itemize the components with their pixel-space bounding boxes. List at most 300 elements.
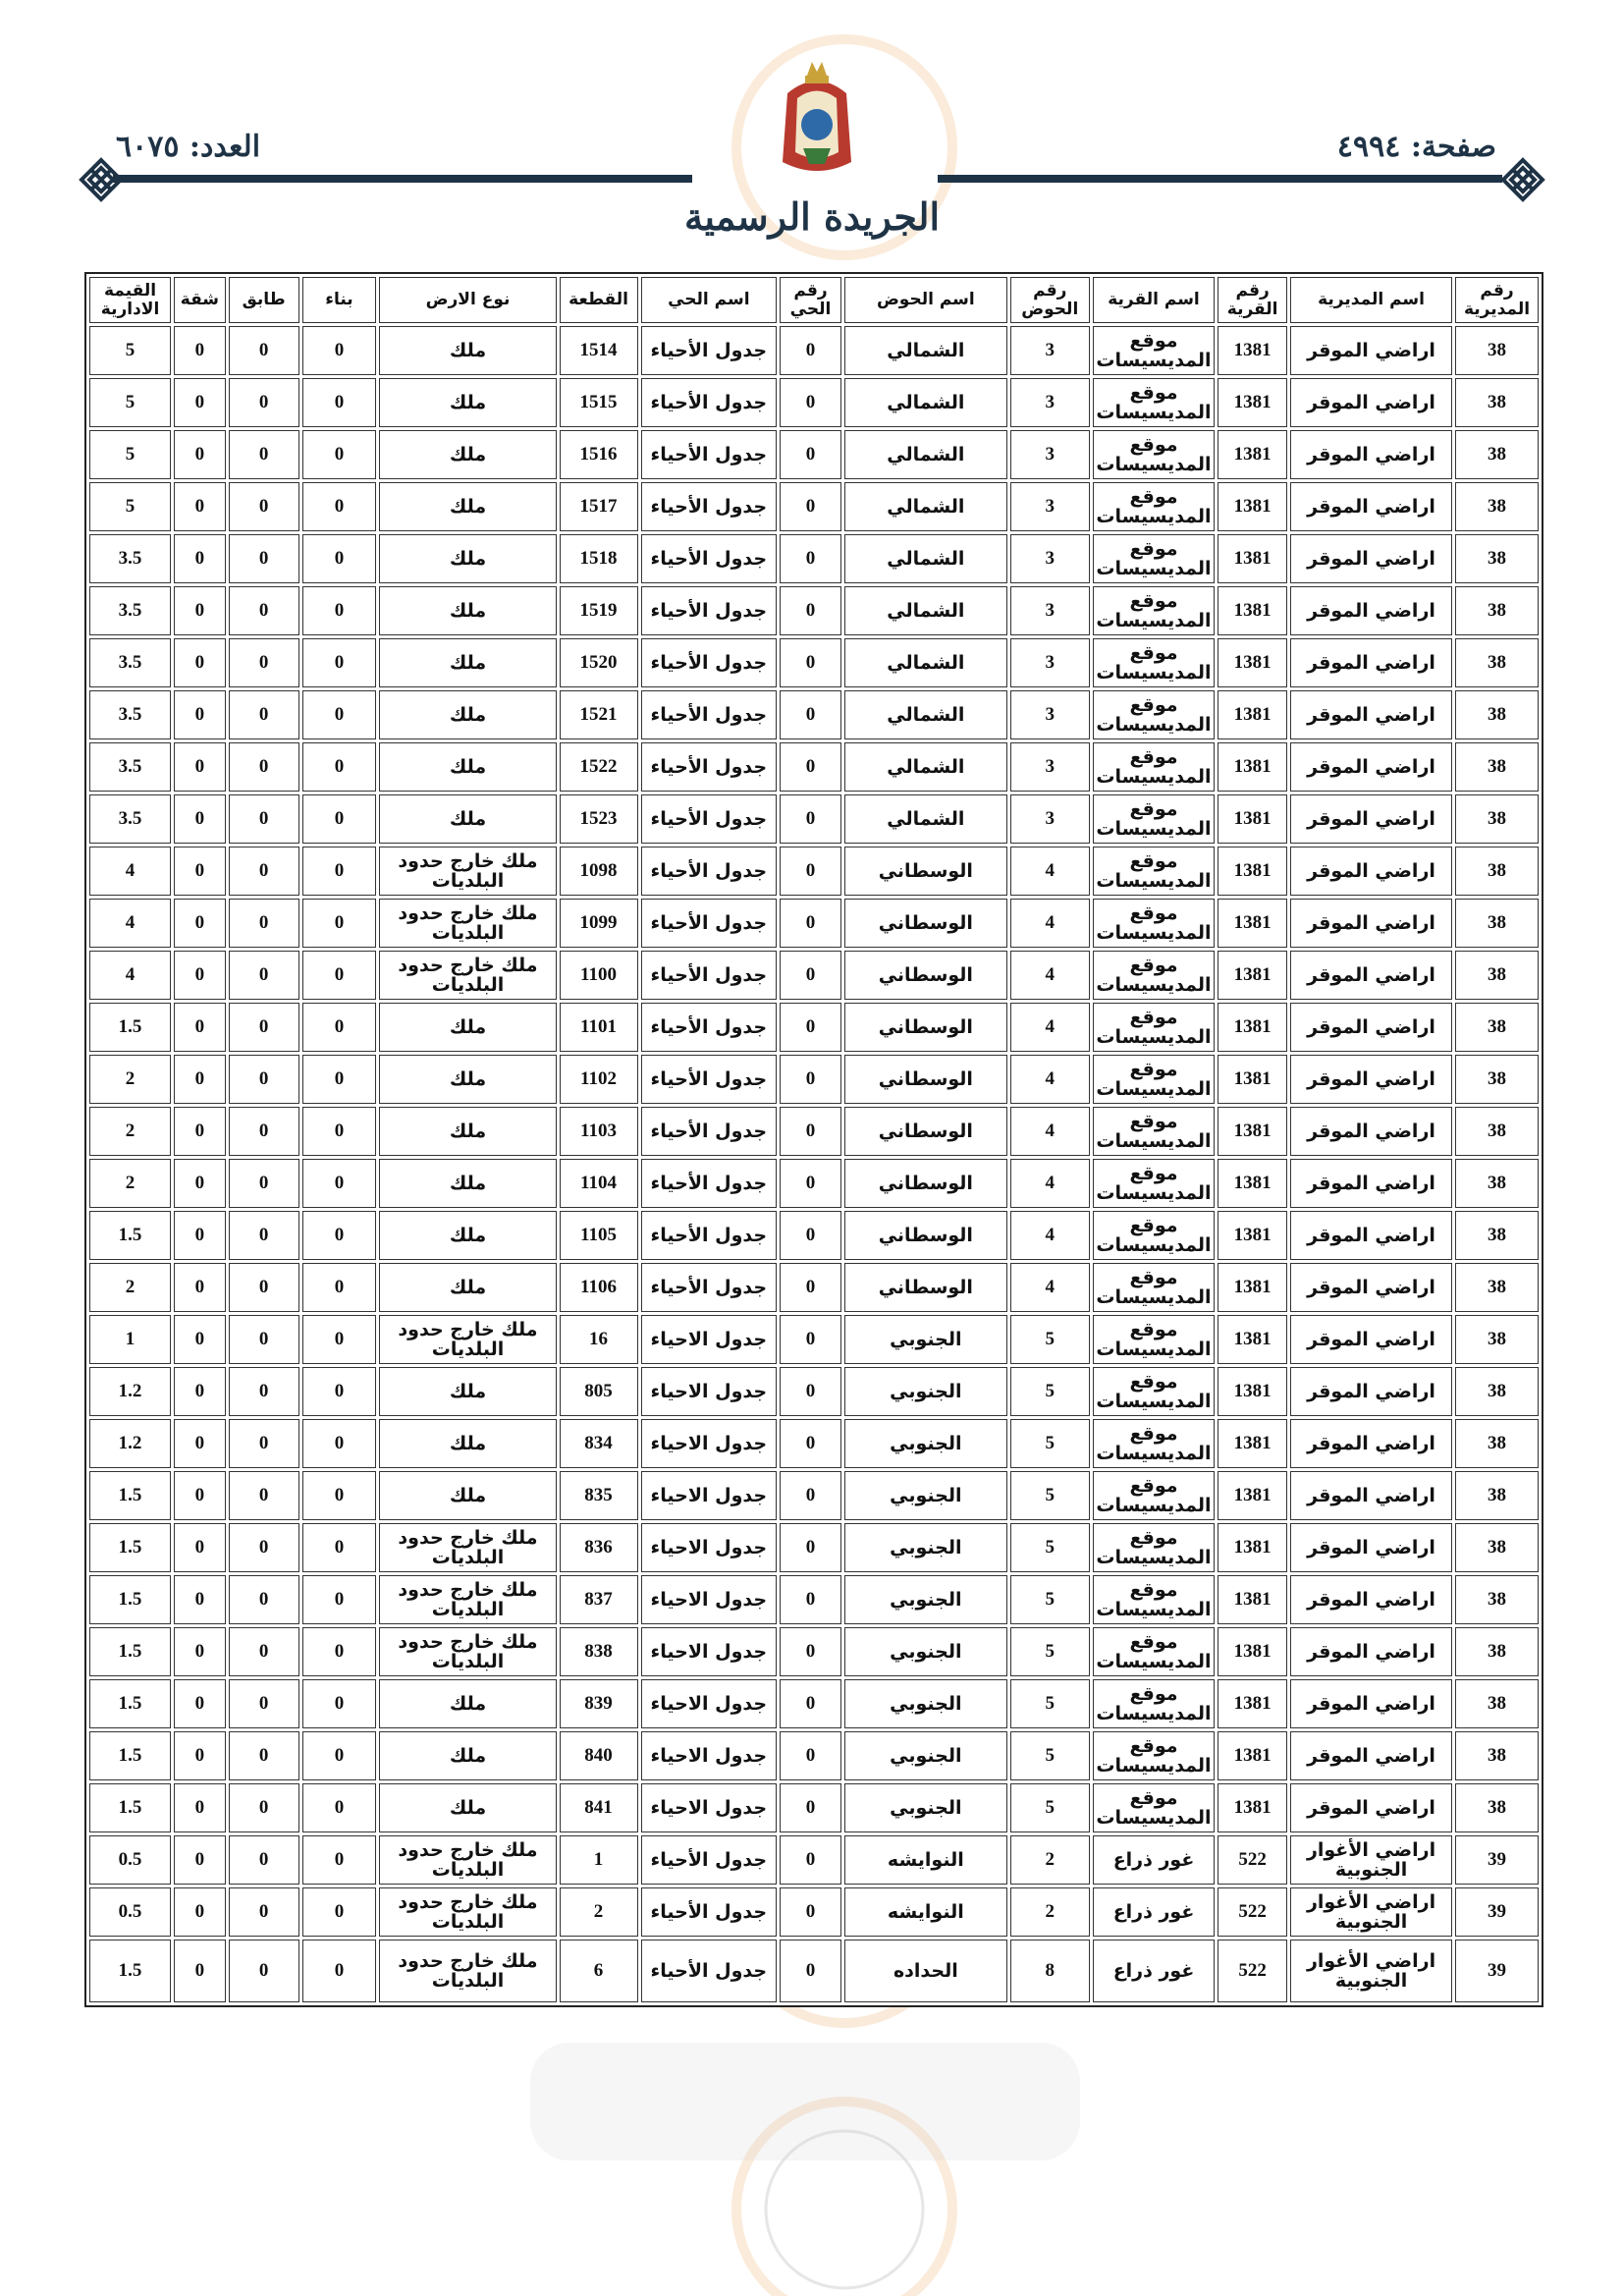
district-number-cell: 38 (1455, 586, 1539, 635)
neighborhood-number-cell: 0 (780, 534, 841, 583)
basin-name-cell: الوسطاني (844, 951, 1007, 1000)
neighborhood-name-cell: جدول الأحياء (641, 1940, 778, 2002)
administrative-value-cell: 1.2 (89, 1419, 171, 1468)
land-type-cell: ملك (379, 1783, 556, 1832)
basin-name-cell: الشمالي (844, 690, 1007, 739)
basin-name-cell: الشمالي (844, 794, 1007, 844)
floor-cell: 0 (229, 378, 299, 427)
district-name-cell: اراضي الموقر (1290, 1211, 1452, 1260)
neighborhood-number-cell: 0 (780, 1679, 841, 1728)
building-cell: 0 (302, 534, 377, 583)
neighborhood-name-cell: جدول الأحياء (641, 1159, 778, 1208)
administrative-value-cell: 1.5 (89, 1731, 171, 1780)
parcel-number-cell: 836 (560, 1523, 638, 1572)
parcel-number-cell: 1518 (560, 534, 638, 583)
neighborhood-name-cell: جدول الاحياء (641, 1627, 778, 1676)
table-row (89, 951, 1539, 1000)
building-cell: 0 (302, 638, 377, 687)
village-number-cell: 1381 (1218, 326, 1287, 375)
parcel-number-cell: 1517 (560, 482, 638, 531)
table-row (89, 1367, 1539, 1416)
land-type-cell: ملك (379, 1055, 556, 1104)
building-cell: 0 (302, 482, 377, 531)
building-cell: 0 (302, 794, 377, 844)
neighborhood-name-cell: جدول الأحياء (641, 326, 778, 375)
building-cell: 0 (302, 1367, 377, 1416)
land-valuation-table (84, 272, 1543, 2007)
building-cell: 0 (302, 1055, 377, 1104)
basin-number-cell: 4 (1010, 1055, 1090, 1104)
floor-cell: 0 (229, 638, 299, 687)
floor-cell: 0 (229, 1627, 299, 1676)
district-number-cell: 38 (1455, 326, 1539, 375)
land-type-cell: ملك (379, 638, 556, 687)
administrative-value-cell: 4 (89, 847, 171, 896)
parcel-number-cell: 805 (560, 1367, 638, 1416)
district-number-cell: 38 (1455, 951, 1539, 1000)
table-row (89, 1575, 1539, 1624)
header-rule-left (113, 175, 692, 183)
village-name-cell: موقع المديسيسات (1093, 742, 1215, 792)
building-cell: 0 (302, 1211, 377, 1260)
village-name-cell: موقع المديسيسات (1093, 1419, 1215, 1468)
parcel-number-cell: 1104 (560, 1159, 638, 1208)
apartment-cell: 0 (174, 482, 226, 531)
basin-number-cell: 5 (1010, 1627, 1090, 1676)
neighborhood-name-cell: جدول الأحياء (641, 1055, 778, 1104)
apartment-cell: 0 (174, 899, 226, 948)
table-row (89, 1055, 1539, 1104)
district-number-cell: 38 (1455, 638, 1539, 687)
administrative-value-cell: 1.5 (89, 1940, 171, 2002)
building-cell: 0 (302, 1419, 377, 1468)
apartment-cell: 0 (174, 1055, 226, 1104)
neighborhood-number-cell: 0 (780, 1211, 841, 1260)
district-number-cell: 38 (1455, 1107, 1539, 1156)
administrative-value-cell: 1.5 (89, 1471, 171, 1520)
land-type-cell: ملك (379, 1367, 556, 1416)
basin-name-cell: الجنوبي (844, 1523, 1007, 1572)
neighborhood-name-cell: جدول الأحياء (641, 482, 778, 531)
neighborhood-name-cell: جدول الاحياء (641, 1575, 778, 1624)
district-name-cell: اراضي الموقر (1290, 378, 1452, 427)
table-row (89, 326, 1539, 375)
district-name-cell: اراضي الموقر (1290, 1523, 1452, 1572)
apartment-cell: 0 (174, 1731, 226, 1780)
building-cell: 0 (302, 326, 377, 375)
apartment-cell: 0 (174, 1627, 226, 1676)
floor-cell: 0 (229, 1419, 299, 1468)
district-name-cell: اراضي الموقر (1290, 690, 1452, 739)
village-number-cell: 1381 (1218, 794, 1287, 844)
neighborhood-name-cell: جدول الأحياء (641, 1263, 778, 1312)
basin-name-cell: الشمالي (844, 638, 1007, 687)
district-number-cell: 38 (1455, 1575, 1539, 1624)
neighborhood-number-cell: 0 (780, 1940, 841, 2002)
floor-cell: 0 (229, 690, 299, 739)
gazette-title: الجريدة الرسمية (683, 194, 941, 239)
village-name-cell: موقع المديسيسات (1093, 534, 1215, 583)
district-number-cell: 38 (1455, 1731, 1539, 1780)
apartment-cell: 0 (174, 1263, 226, 1312)
district-number-cell: 38 (1455, 1627, 1539, 1676)
district-number-cell: 38 (1455, 430, 1539, 479)
floor-cell: 0 (229, 1003, 299, 1052)
apartment-cell: 0 (174, 326, 226, 375)
village-name-cell: موقع المديسيسات (1093, 1471, 1215, 1520)
neighborhood-number-cell: 0 (780, 1003, 841, 1052)
building-cell: 0 (302, 1003, 377, 1052)
neighborhood-name-cell: جدول الاحياء (641, 1783, 778, 1832)
table-row (89, 794, 1539, 844)
building-cell: 0 (302, 899, 377, 948)
village-name-cell: موقع المديسيسات (1093, 1523, 1215, 1572)
floor-cell: 0 (229, 1315, 299, 1364)
apartment-cell: 0 (174, 1679, 226, 1728)
basin-name-cell: الوسطاني (844, 1159, 1007, 1208)
village-name-cell: موقع المديسيسات (1093, 482, 1215, 531)
district-number-cell: 38 (1455, 1679, 1539, 1728)
neighborhood-number-cell: 0 (780, 482, 841, 531)
table-row (89, 1471, 1539, 1520)
district-number-cell: 38 (1455, 1263, 1539, 1312)
floor-cell: 0 (229, 1107, 299, 1156)
administrative-value-cell: 4 (89, 951, 171, 1000)
apartment-cell: 0 (174, 1107, 226, 1156)
land-type-cell: ملك خارج حدود البلديات (379, 1887, 556, 1937)
floor-cell: 0 (229, 847, 299, 896)
page-number: صفحة: ٤٩٩٤ (1336, 130, 1496, 164)
table-body (89, 326, 1539, 2002)
column-header: رقم القرية (1218, 277, 1287, 323)
parcel-number-cell: 835 (560, 1471, 638, 1520)
table-row (89, 1731, 1539, 1780)
village-name-cell: غور ذراع (1093, 1940, 1215, 2002)
neighborhood-number-cell: 0 (780, 1783, 841, 1832)
village-name-cell: موقع المديسيسات (1093, 326, 1215, 375)
column-header: شقة (174, 277, 226, 323)
header-rule-right (938, 175, 1502, 183)
basin-number-cell: 5 (1010, 1575, 1090, 1624)
village-number-cell: 1381 (1218, 1315, 1287, 1364)
neighborhood-name-cell: جدول الأحياء (641, 847, 778, 896)
basin-number-cell: 3 (1010, 534, 1090, 583)
building-cell: 0 (302, 1159, 377, 1208)
basin-name-cell: الشمالي (844, 742, 1007, 792)
administrative-value-cell: 2 (89, 1055, 171, 1104)
column-header: رقم المديرية (1455, 277, 1539, 323)
neighborhood-number-cell: 0 (780, 1367, 841, 1416)
parcel-number-cell: 1520 (560, 638, 638, 687)
apartment-cell: 0 (174, 1887, 226, 1937)
basin-name-cell: الوسطاني (844, 1055, 1007, 1104)
village-name-cell: موقع المديسيسات (1093, 1315, 1215, 1364)
column-header: القطعة (560, 277, 638, 323)
district-name-cell: اراضي الموقر (1290, 430, 1452, 479)
basin-name-cell: الحداده (844, 1940, 1007, 2002)
floor-cell: 0 (229, 1159, 299, 1208)
table-row (89, 1159, 1539, 1208)
basin-number-cell: 3 (1010, 638, 1090, 687)
basin-number-cell: 5 (1010, 1783, 1090, 1832)
building-cell: 0 (302, 1835, 377, 1885)
village-number-cell: 1381 (1218, 1419, 1287, 1468)
district-name-cell: اراضي الموقر (1290, 1419, 1452, 1468)
district-name-cell: اراضي الموقر (1290, 1159, 1452, 1208)
administrative-value-cell: 3.5 (89, 742, 171, 792)
village-name-cell: موقع المديسيسات (1093, 1783, 1215, 1832)
district-name-cell: اراضي الموقر (1290, 951, 1452, 1000)
district-number-cell: 38 (1455, 1055, 1539, 1104)
building-cell: 0 (302, 1679, 377, 1728)
apartment-cell: 0 (174, 586, 226, 635)
floor-cell: 0 (229, 794, 299, 844)
village-name-cell: موقع المديسيسات (1093, 1159, 1215, 1208)
administrative-value-cell: 3.5 (89, 586, 171, 635)
village-name-cell: موقع المديسيسات (1093, 1367, 1215, 1416)
basin-number-cell: 5 (1010, 1523, 1090, 1572)
parcel-number-cell: 1 (560, 1835, 638, 1885)
basin-name-cell: الجنوبي (844, 1679, 1007, 1728)
floor-cell: 0 (229, 1367, 299, 1416)
village-name-cell: موقع المديسيسات (1093, 638, 1215, 687)
village-number-cell: 1381 (1218, 742, 1287, 792)
floor-cell: 0 (229, 1263, 299, 1312)
basin-number-cell: 4 (1010, 847, 1090, 896)
administrative-value-cell: 5 (89, 326, 171, 375)
basin-number-cell: 3 (1010, 690, 1090, 739)
village-number-cell: 1381 (1218, 1003, 1287, 1052)
district-number-cell: 38 (1455, 1211, 1539, 1260)
parcel-number-cell: 1516 (560, 430, 638, 479)
parcel-number-cell: 1099 (560, 899, 638, 948)
district-number-cell: 38 (1455, 690, 1539, 739)
neighborhood-name-cell: جدول الأحياء (641, 586, 778, 635)
parcel-number-cell: 1521 (560, 690, 638, 739)
basin-name-cell: الشمالي (844, 482, 1007, 531)
administrative-value-cell: 1.5 (89, 1783, 171, 1832)
basin-number-cell: 5 (1010, 1367, 1090, 1416)
village-number-cell: 1381 (1218, 1367, 1287, 1416)
district-number-cell: 38 (1455, 794, 1539, 844)
parcel-number-cell: 1106 (560, 1263, 638, 1312)
column-header: القيمة الادارية (89, 277, 171, 323)
floor-cell: 0 (229, 1731, 299, 1780)
table-row (89, 1940, 1539, 2002)
administrative-value-cell: 3.5 (89, 690, 171, 739)
floor-cell: 0 (229, 1783, 299, 1832)
parcel-number-cell: 1102 (560, 1055, 638, 1104)
district-number-cell: 38 (1455, 1159, 1539, 1208)
parcel-number-cell: 841 (560, 1783, 638, 1832)
neighborhood-number-cell: 0 (780, 742, 841, 792)
district-name-cell: اراضي الموقر (1290, 1315, 1452, 1364)
district-name-cell: اراضي الموقر (1290, 1367, 1452, 1416)
administrative-value-cell: 0.5 (89, 1887, 171, 1937)
neighborhood-name-cell: جدول الأحياء (641, 951, 778, 1000)
neighborhood-name-cell: جدول الأحياء (641, 1887, 778, 1937)
administrative-value-cell: 1.5 (89, 1575, 171, 1624)
basin-number-cell: 3 (1010, 482, 1090, 531)
district-name-cell: اراضي الموقر (1290, 847, 1452, 896)
floor-cell: 0 (229, 326, 299, 375)
neighborhood-name-cell: جدول الأحياء (641, 430, 778, 479)
apartment-cell: 0 (174, 378, 226, 427)
village-number-cell: 1381 (1218, 586, 1287, 635)
floor-cell: 0 (229, 1887, 299, 1937)
village-name-cell: موقع المديسيسات (1093, 430, 1215, 479)
village-name-cell: موقع المديسيسات (1093, 794, 1215, 844)
floor-cell: 0 (229, 430, 299, 479)
column-header: اسم القرية (1093, 277, 1215, 323)
village-name-cell: موقع المديسيسات (1093, 690, 1215, 739)
table-row (89, 586, 1539, 635)
basin-number-cell: 8 (1010, 1940, 1090, 2002)
table-row (89, 1523, 1539, 1572)
village-number-cell: 1381 (1218, 1627, 1287, 1676)
neighborhood-name-cell: جدول الأحياء (641, 794, 778, 844)
column-header: اسم الحي (641, 277, 778, 323)
district-name-cell: اراضي الموقر (1290, 899, 1452, 948)
district-name-cell: اراضي الموقر (1290, 742, 1452, 792)
neighborhood-number-cell: 0 (780, 1263, 841, 1312)
table-row (89, 1211, 1539, 1260)
column-header: اسم الحوض (844, 277, 1007, 323)
parcel-number-cell: 840 (560, 1731, 638, 1780)
village-name-cell: موقع المديسيسات (1093, 1107, 1215, 1156)
parcel-number-cell: 837 (560, 1575, 638, 1624)
district-name-cell: اراضي الموقر (1290, 1627, 1452, 1676)
district-name-cell: اراضي الموقر (1290, 586, 1452, 635)
page-header (0, 0, 1624, 265)
land-type-cell: ملك خارج حدود البلديات (379, 1627, 556, 1676)
apartment-cell: 0 (174, 1835, 226, 1885)
district-name-cell: اراضي الموقر (1290, 1679, 1452, 1728)
district-name-cell: اراضي الموقر (1290, 1003, 1452, 1052)
parcel-number-cell: 6 (560, 1940, 638, 2002)
district-number-cell: 38 (1455, 1419, 1539, 1468)
building-cell: 0 (302, 1523, 377, 1572)
floor-cell: 0 (229, 1211, 299, 1260)
land-type-cell: ملك (379, 1159, 556, 1208)
basin-name-cell: الجنوبي (844, 1419, 1007, 1468)
parcel-number-cell: 1103 (560, 1107, 638, 1156)
basin-name-cell: الشمالي (844, 326, 1007, 375)
basin-number-cell: 3 (1010, 326, 1090, 375)
administrative-value-cell: 1.5 (89, 1211, 171, 1260)
village-number-cell: 1381 (1218, 690, 1287, 739)
column-header: نوع الارض (379, 277, 556, 323)
basin-name-cell: الوسطاني (844, 899, 1007, 948)
building-cell: 0 (302, 1107, 377, 1156)
district-name-cell: اراضي الأغوار الجنوبية (1290, 1887, 1452, 1937)
building-cell: 0 (302, 586, 377, 635)
village-name-cell: موقع المديسيسات (1093, 951, 1215, 1000)
building-cell: 0 (302, 1731, 377, 1780)
village-number-cell: 1381 (1218, 1679, 1287, 1728)
apartment-cell: 0 (174, 1940, 226, 2002)
village-number-cell: 522 (1218, 1887, 1287, 1937)
basin-name-cell: الشمالي (844, 586, 1007, 635)
village-name-cell: موقع المديسيسات (1093, 1055, 1215, 1104)
village-name-cell: موقع المديسيسات (1093, 1731, 1215, 1780)
land-type-cell: ملك خارج حدود البلديات (379, 1315, 556, 1364)
village-number-cell: 1381 (1218, 1731, 1287, 1780)
floor-cell: 0 (229, 899, 299, 948)
neighborhood-number-cell: 0 (780, 430, 841, 479)
neighborhood-number-cell: 0 (780, 1887, 841, 1937)
basin-name-cell: الوسطاني (844, 847, 1007, 896)
land-type-cell: ملك (379, 690, 556, 739)
parcel-number-cell: 838 (560, 1627, 638, 1676)
neighborhood-number-cell: 0 (780, 1627, 841, 1676)
apartment-cell: 0 (174, 951, 226, 1000)
neighborhood-number-cell: 0 (780, 586, 841, 635)
parcel-number-cell: 1105 (560, 1211, 638, 1260)
land-type-cell: ملك (379, 1731, 556, 1780)
land-type-cell: ملك (379, 794, 556, 844)
district-name-cell: اراضي الموقر (1290, 1107, 1452, 1156)
land-type-cell: ملك (379, 378, 556, 427)
land-type-cell: ملك (379, 430, 556, 479)
village-number-cell: 1381 (1218, 1783, 1287, 1832)
village-number-cell: 1381 (1218, 430, 1287, 479)
land-type-cell: ملك خارج حدود البلديات (379, 899, 556, 948)
district-name-cell: اراضي الموقر (1290, 1055, 1452, 1104)
administrative-value-cell: 2 (89, 1107, 171, 1156)
village-name-cell: موقع المديسيسات (1093, 847, 1215, 896)
building-cell: 0 (302, 690, 377, 739)
table-row (89, 1263, 1539, 1312)
apartment-cell: 0 (174, 794, 226, 844)
column-header: طابق (229, 277, 299, 323)
neighborhood-name-cell: جدول الاحياء (641, 1419, 778, 1468)
administrative-value-cell: 4 (89, 899, 171, 948)
apartment-cell: 0 (174, 1159, 226, 1208)
building-cell: 0 (302, 1783, 377, 1832)
basin-number-cell: 5 (1010, 1471, 1090, 1520)
district-number-cell: 39 (1455, 1940, 1539, 2002)
village-number-cell: 1381 (1218, 534, 1287, 583)
parcel-number-cell: 839 (560, 1679, 638, 1728)
neighborhood-number-cell: 0 (780, 1575, 841, 1624)
floor-cell: 0 (229, 586, 299, 635)
village-number-cell: 1381 (1218, 1159, 1287, 1208)
land-type-cell: ملك (379, 1107, 556, 1156)
land-type-cell: ملك خارج حدود البلديات (379, 1575, 556, 1624)
table-row (89, 1679, 1539, 1728)
table-row (89, 534, 1539, 583)
floor-cell: 0 (229, 1471, 299, 1520)
land-type-cell: ملك خارج حدود البلديات (379, 847, 556, 896)
basin-number-cell: 3 (1010, 430, 1090, 479)
apartment-cell: 0 (174, 847, 226, 896)
table-row (89, 690, 1539, 739)
parcel-number-cell: 1523 (560, 794, 638, 844)
basin-name-cell: الوسطاني (844, 1211, 1007, 1260)
neighborhood-number-cell: 0 (780, 378, 841, 427)
village-name-cell: موقع المديسيسات (1093, 1003, 1215, 1052)
village-number-cell: 522 (1218, 1835, 1287, 1885)
building-cell: 0 (302, 951, 377, 1000)
apartment-cell: 0 (174, 1523, 226, 1572)
district-number-cell: 38 (1455, 1367, 1539, 1416)
basin-name-cell: الجنوبي (844, 1783, 1007, 1832)
village-number-cell: 1381 (1218, 1471, 1287, 1520)
table-row (89, 1003, 1539, 1052)
basin-number-cell: 3 (1010, 378, 1090, 427)
building-cell: 0 (302, 378, 377, 427)
